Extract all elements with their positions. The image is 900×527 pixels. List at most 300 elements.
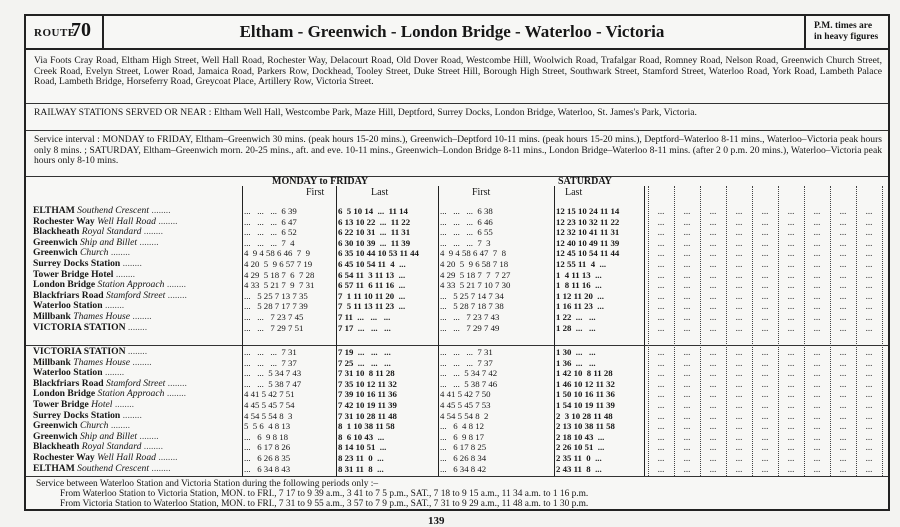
- stop-main-name: VICTORIA STATION: [33, 346, 126, 357]
- empty-cell: ...: [787, 463, 795, 474]
- empty-cell: ...: [865, 410, 873, 421]
- time-cell: ... 6 26 8 35: [244, 453, 291, 463]
- empty-cell: ...: [787, 280, 795, 291]
- empty-cell: ...: [839, 259, 847, 269]
- empty-cell: ...: [865, 227, 873, 238]
- time-cell: ... ... ... 7 4: [244, 237, 295, 248]
- via-text: Via Foots Cray Road, Eltham High Street, Well Hall Road, Rochester Way, Delacourt Road, Old Dover Road, Westcombe Hill, Woolwich Road, Trafalgar Road, Romney Road, Nelson Road, Greenwich Church Street, Creek Road, Evelyn Street, Lower Road, Jamaica Road, Parkers Row, Dockhead, Tooley Street, Duke Street Hill, Borough High Street, Southwark Street, Stamford Street, Waterloo Road, York Road, Lambeth Palace Road, Lambeth Bridge, Horseferry Road, Greycoat Place, Artillery Row, Victoria Street.: [34, 55, 882, 88]
- empty-cell: ...: [657, 248, 665, 259]
- time-cell: 6 54 11 3 11 13 ...: [338, 269, 406, 280]
- time-cell: ... ... ... 7 31: [440, 347, 493, 357]
- empty-cell: ...: [761, 400, 769, 410]
- empty-cell: ...: [683, 357, 691, 368]
- sat-last-heading: Last: [565, 187, 583, 198]
- time-cell: ... 5 28 7 17 7 39: [244, 301, 308, 312]
- empty-cell: ...: [735, 290, 743, 301]
- empty-cell: ...: [683, 227, 691, 238]
- empty-cell: ...: [735, 378, 743, 389]
- empty-cell: ...: [787, 442, 795, 453]
- empty-cell: ...: [709, 248, 717, 259]
- stop-main-name: ELTHAM: [33, 462, 75, 474]
- empty-cell: ...: [839, 312, 847, 322]
- empty-cell: ...: [813, 431, 821, 442]
- empty-cell: ...: [865, 269, 873, 280]
- time-cell: 12 45 10 54 11 44: [556, 248, 620, 259]
- empty-cell: ...: [761, 259, 769, 269]
- empty-cell: ...: [865, 453, 873, 463]
- empty-cell: ...: [657, 431, 665, 442]
- empty-cell: ...: [813, 206, 821, 216]
- empty-cell: ...: [683, 368, 691, 379]
- empty-cell: ...: [787, 453, 795, 463]
- time-cell: 1 22 ... ...: [556, 312, 596, 322]
- column-rule: [778, 186, 779, 476]
- empty-cell: ...: [735, 463, 743, 474]
- empty-cell: ...: [813, 453, 821, 463]
- time-cell: ... 6 9 8 18: [244, 431, 288, 442]
- time-cell: 2 43 11 8 ...: [556, 463, 602, 474]
- empty-cell: ...: [657, 347, 665, 357]
- empty-cell: ...: [761, 389, 769, 400]
- stop-main-name: Surrey Docks Station: [33, 258, 121, 269]
- empty-cell: ...: [761, 248, 769, 259]
- stop-sub-name: Royal Standard: [79, 226, 142, 238]
- empty-cell: ...: [709, 269, 717, 280]
- empty-cell: ...: [865, 301, 873, 312]
- empty-cell: ...: [709, 347, 717, 357]
- time-cell: ... ... ... 6 38: [440, 206, 493, 216]
- time-cell: 12 32 10 41 11 31: [556, 227, 620, 238]
- time-cell: 1 16 11 23 ...: [556, 301, 604, 312]
- time-cell: ... ... 5 34 7 43: [244, 368, 302, 379]
- sat-heading: SATURDAY: [558, 176, 612, 187]
- stop-main-name: London Bridge: [33, 279, 96, 291]
- empty-cell: ...: [839, 280, 847, 291]
- time-cell: ... 6 17 8 26: [244, 442, 291, 453]
- empty-cell: ...: [657, 227, 665, 238]
- empty-cell: ...: [787, 410, 795, 421]
- empty-cell: ...: [839, 357, 847, 368]
- time-cell: ... ... ... 6 52: [244, 227, 297, 238]
- empty-cell: ...: [735, 206, 743, 216]
- leader-dots: ........: [165, 377, 187, 389]
- time-cell: 1 4 11 13 ...: [556, 269, 602, 280]
- time-cell: 8 31 11 8 ...: [338, 463, 384, 474]
- empty-cell: ...: [657, 453, 665, 463]
- column-rule: [674, 186, 675, 476]
- empty-cell: ...: [761, 463, 769, 474]
- empty-cell: ...: [761, 237, 769, 248]
- empty-cell: ...: [839, 400, 847, 410]
- empty-cell: ...: [761, 347, 769, 357]
- empty-cell: ...: [787, 216, 795, 227]
- empty-cell: ...: [865, 368, 873, 379]
- empty-cell: ...: [839, 368, 847, 379]
- empty-cell: ...: [787, 431, 795, 442]
- empty-cell: ...: [735, 248, 743, 259]
- empty-cell: ...: [683, 280, 691, 291]
- stop-main-name: Greenwich: [33, 247, 78, 259]
- time-cell: 6 13 10 22 ... 11 22: [338, 216, 411, 227]
- time-cell: 12 55 11 4 ...: [556, 259, 607, 269]
- empty-cell: ...: [709, 301, 717, 312]
- empty-cell: ...: [657, 400, 665, 410]
- empty-cell: ...: [735, 301, 743, 312]
- leader-dots: ........: [112, 399, 135, 410]
- empty-cell: ...: [787, 248, 795, 259]
- leader-dots: ........: [108, 247, 131, 259]
- empty-cell: ...: [735, 269, 743, 280]
- time-cell: ... ... 5 38 7 46: [440, 378, 498, 389]
- time-cell: 1 12 11 20 ...: [556, 290, 604, 301]
- time-cell: 1 46 10 12 11 32: [556, 378, 615, 389]
- empty-cell: ...: [683, 442, 691, 453]
- time-cell: 2 18 10 43 ...: [556, 431, 605, 442]
- column-rule: [644, 186, 645, 476]
- empty-cell: ...: [683, 248, 691, 259]
- time-cell: 7 17 ... ... ...: [338, 322, 391, 333]
- stop-main-name: Tower Bridge: [33, 399, 89, 410]
- empty-cell: ...: [735, 431, 743, 442]
- empty-cell: ...: [657, 206, 665, 216]
- empty-cell: ...: [865, 280, 873, 291]
- empty-cell: ...: [735, 322, 743, 333]
- empty-cell: ...: [657, 312, 665, 322]
- empty-cell: ...: [865, 206, 873, 216]
- time-cell: 7 19 ... ... ...: [338, 347, 391, 357]
- column-rule: [554, 186, 555, 476]
- stop-main-name: Blackfriars Road: [33, 289, 104, 301]
- empty-cell: ...: [787, 269, 795, 280]
- stop-sub-name: Station Approach: [95, 279, 165, 291]
- stop-main-name: Greenwich: [33, 430, 78, 442]
- time-cell: ... 6 34 8 43: [244, 463, 291, 474]
- empty-cell: ...: [657, 463, 665, 474]
- empty-cell: ...: [813, 410, 821, 421]
- empty-cell: ...: [657, 280, 665, 291]
- leader-dots: ........: [125, 321, 148, 333]
- empty-cell: ...: [865, 431, 873, 442]
- leader-dots: ........: [149, 462, 171, 474]
- time-cell: 4 41 5 42 7 50: [440, 389, 491, 400]
- empty-cell: ...: [787, 227, 795, 238]
- time-cell: 6 45 10 54 11 4 ...: [338, 259, 406, 269]
- time-cell: 6 35 10 44 10 53 11 44: [338, 248, 419, 259]
- leader-dots: ........: [130, 356, 152, 368]
- empty-cell: ...: [839, 248, 847, 259]
- column-rule: [726, 186, 727, 476]
- leader-dots: ........: [164, 388, 187, 400]
- time-cell: 12 15 10 24 11 14: [556, 206, 620, 216]
- empty-cell: ...: [735, 421, 743, 432]
- empty-cell: ...: [813, 237, 821, 248]
- empty-cell: ...: [813, 347, 821, 357]
- empty-cell: ...: [709, 389, 717, 400]
- empty-cell: ...: [709, 227, 717, 238]
- empty-cell: ...: [813, 280, 821, 291]
- empty-cell: ...: [657, 442, 665, 453]
- empty-cell: ...: [839, 410, 847, 421]
- empty-cell: ...: [683, 347, 691, 357]
- empty-cell: ...: [761, 301, 769, 312]
- time-cell: 4 33 5 21 7 10 7 30: [440, 280, 511, 291]
- empty-cell: ...: [813, 227, 821, 238]
- empty-cell: ...: [839, 431, 847, 442]
- stop-main-name: Waterloo Station: [33, 367, 103, 379]
- leader-dots: ........: [155, 215, 178, 227]
- empty-cell: ...: [683, 259, 691, 269]
- leader-dots: ........: [137, 430, 159, 442]
- stop-sub-name: Church: [77, 420, 109, 432]
- stop-name: [33, 323, 243, 334]
- empty-cell: ...: [683, 301, 691, 312]
- empty-cell: ...: [839, 290, 847, 301]
- empty-cell: ...: [813, 269, 821, 280]
- leader-dots: ........: [120, 409, 142, 421]
- leader-dots: ........: [137, 236, 159, 248]
- time-cell: 7 39 10 16 11 36: [338, 389, 397, 400]
- column-rule: [856, 186, 857, 476]
- empty-cell: ...: [761, 453, 769, 463]
- empty-cell: ...: [865, 248, 873, 259]
- empty-cell: ...: [761, 410, 769, 421]
- empty-cell: ...: [839, 227, 847, 238]
- empty-cell: ...: [735, 216, 743, 227]
- empty-cell: ...: [709, 312, 717, 322]
- leader-dots: ........: [108, 420, 131, 432]
- empty-cell: ...: [761, 216, 769, 227]
- empty-cell: ...: [709, 410, 717, 421]
- empty-cell: ...: [787, 389, 795, 400]
- stop-sub-name: Church: [77, 247, 109, 259]
- empty-cell: ...: [865, 347, 873, 357]
- time-cell: ... ... 7 23 7 43: [440, 312, 500, 322]
- time-cell: 7 35 10 12 11 32: [338, 378, 397, 389]
- route-label: ROUTE: [34, 27, 76, 39]
- empty-cell: ...: [813, 216, 821, 227]
- empty-cell: ...: [683, 400, 691, 410]
- time-cell: 7 11 ... ... ...: [338, 312, 391, 322]
- empty-cell: ...: [787, 237, 795, 248]
- stop-sub-name: Well Hall Road: [94, 452, 156, 463]
- empty-cell: ...: [865, 357, 873, 368]
- time-cell: 5 5 6 4 8 13: [244, 421, 291, 432]
- time-cell: ... ... 5 34 7 42: [440, 368, 498, 379]
- time-cell: ... ... ... 6 47: [244, 216, 297, 227]
- empty-cell: ...: [709, 357, 717, 368]
- empty-cell: ...: [761, 269, 769, 280]
- time-cell: ... ... 7 29 7 51: [244, 322, 304, 333]
- empty-cell: ...: [865, 312, 873, 322]
- time-cell: ... 6 26 8 34: [440, 453, 487, 463]
- time-cell: 6 57 11 6 11 16 ...: [338, 280, 406, 291]
- empty-cell: ...: [709, 237, 717, 248]
- header-bar: [26, 16, 888, 50]
- time-cell: 4 29 5 18 7 6 7 28: [244, 269, 315, 280]
- empty-cell: ...: [761, 280, 769, 291]
- service-interval-text: Service interval : MONDAY to FRIDAY, Eltham–Greenwich 30 mins. (peak hours 15-20 mins.), Greenwich–Deptford 10-11 mins. (peak hours 15-20 mins.), Deptford–Waterloo 8-11 mins., Waterloo–Victoria peak hours only 8 mins. ; SATURDAY, Eltham–Greenwich morn. 20-25 mins., aft. and eve. 10-11 mins., Greenwich–London Bridge 8-11 mins., London Bridge–Waterloo 8-11 mins. (after 2 0 p.m. 20 mins.), Waterloo–Victoria peak hours only 8-10 mins.: [34, 134, 882, 167]
- empty-cell: ...: [813, 421, 821, 432]
- empty-cell: ...: [657, 421, 665, 432]
- stop-sub-name: Ship and Billet: [77, 430, 138, 442]
- empty-cell: ...: [709, 463, 717, 474]
- empty-cell: ...: [657, 237, 665, 248]
- empty-cell: ...: [735, 389, 743, 400]
- leader-dots: ........: [141, 226, 163, 238]
- empty-cell: ...: [787, 290, 795, 301]
- time-cell: 1 8 11 16 ...: [556, 280, 602, 291]
- empty-cell: ...: [683, 290, 691, 301]
- empty-cell: ...: [787, 421, 795, 432]
- empty-cell: ...: [813, 248, 821, 259]
- empty-cell: ...: [709, 453, 717, 463]
- stop-sub-name: Station Approach: [95, 388, 165, 400]
- time-cell: 4 41 5 42 7 51: [244, 389, 295, 400]
- empty-cell: ...: [657, 368, 665, 379]
- time-cell: ... 6 4 8 12: [440, 421, 484, 432]
- empty-cell: ...: [735, 237, 743, 248]
- empty-cell: ...: [865, 216, 873, 227]
- time-cell: 2 26 10 51 ...: [556, 442, 605, 453]
- leader-dots: ........: [141, 441, 163, 453]
- empty-cell: ...: [683, 421, 691, 432]
- empty-cell: ...: [839, 216, 847, 227]
- time-cell: 2 35 11 0 ...: [556, 453, 602, 463]
- empty-cell: ...: [813, 301, 821, 312]
- empty-cell: ...: [787, 322, 795, 333]
- empty-cell: ...: [683, 463, 691, 474]
- stop-main-name: Blackfriars Road: [33, 377, 104, 389]
- empty-cell: ...: [813, 378, 821, 389]
- empty-cell: ...: [657, 269, 665, 280]
- empty-cell: ...: [865, 463, 873, 474]
- column-rule: [804, 186, 805, 476]
- empty-cell: ...: [813, 322, 821, 333]
- stop-main-name: Greenwich: [33, 420, 78, 432]
- leader-dots: ........: [149, 205, 171, 216]
- route-title: Eltham - Greenwich - London Bridge - Waterloo - Victoria: [239, 22, 665, 41]
- empty-cell: ...: [865, 322, 873, 333]
- stop-main-name: Surrey Docks Station: [33, 409, 121, 421]
- empty-cell: ...: [657, 389, 665, 400]
- leader-dots: ........: [120, 258, 142, 269]
- stop-sub-name: Thames House: [70, 311, 131, 322]
- empty-cell: ...: [839, 453, 847, 463]
- empty-cell: ...: [761, 442, 769, 453]
- column-rule: [752, 186, 753, 476]
- empty-cell: ...: [761, 431, 769, 442]
- empty-cell: ...: [787, 347, 795, 357]
- empty-cell: ...: [761, 357, 769, 368]
- time-cell: 2 13 10 38 11 58: [556, 421, 615, 432]
- empty-cell: ...: [683, 410, 691, 421]
- empty-cell: ...: [735, 400, 743, 410]
- time-cell: ... 6 34 8 42: [440, 463, 487, 474]
- time-cell: 4 54 5 54 8 2: [440, 410, 489, 421]
- column-rule: [830, 186, 831, 476]
- pm-note-line-2: in heavy figures: [814, 32, 879, 42]
- stop-sub-name: Hotel: [88, 399, 113, 410]
- empty-cell: ...: [813, 357, 821, 368]
- time-cell: 8 6 10 43 ...: [338, 431, 385, 442]
- empty-cell: ...: [813, 368, 821, 379]
- page-number: 139: [428, 515, 445, 527]
- empty-cell: ...: [683, 216, 691, 227]
- footnote-line-3: From Victoria Station to Waterloo Station, MON. to FRI., 7 31 to 9 55 a.m., 3 57 to 7 9 p.m., SAT., 7 31 to 9 29 a.m., 11 48 a.m. to 1 30 p.m.: [60, 499, 589, 509]
- time-cell: ... ... ... 7 37: [244, 357, 297, 368]
- empty-cell: ...: [865, 442, 873, 453]
- column-rule: [336, 186, 337, 476]
- time-cell: 4 45 5 45 7 54: [244, 400, 295, 410]
- railway-stations-text: RAILWAY STATIONS SERVED OR NEAR : Eltham Well Hall, Westcombe Park, Maze Hill, Deptford, Surrey Docks, London Bridge, Waterloo, St. James's Park, Victoria.: [34, 107, 697, 118]
- empty-cell: ...: [683, 389, 691, 400]
- mf-last-heading: Last: [371, 187, 389, 198]
- divider: [26, 103, 888, 104]
- time-cell: ... ... ... 6 39: [244, 206, 297, 216]
- column-rule: [648, 186, 649, 476]
- empty-cell: ...: [839, 347, 847, 357]
- stop-main-name: Greenwich: [33, 236, 78, 248]
- time-cell: ... ... 5 38 7 47: [244, 378, 302, 389]
- empty-cell: ...: [761, 322, 769, 333]
- stop-sub-name: Well Hall Road: [94, 215, 156, 227]
- empty-cell: ...: [657, 301, 665, 312]
- empty-cell: ...: [735, 280, 743, 291]
- time-cell: 8 14 10 51 ...: [338, 442, 387, 453]
- empty-cell: ...: [683, 269, 691, 280]
- stop-sub-name: Southend Crescent: [74, 205, 150, 216]
- time-cell: 6 5 10 14 ... 11 14: [338, 206, 408, 216]
- empty-cell: ...: [657, 410, 665, 421]
- empty-cell: ...: [735, 410, 743, 421]
- stop-main-name: VICTORIA STATION: [33, 321, 126, 333]
- route-box: [26, 16, 104, 48]
- empty-cell: ...: [709, 378, 717, 389]
- time-cell: ... 6 17 8 25: [440, 442, 487, 453]
- stop-name: [33, 464, 243, 475]
- empty-cell: ...: [657, 357, 665, 368]
- empty-cell: ...: [735, 442, 743, 453]
- time-cell: ... ... ... 6 46: [440, 216, 493, 227]
- leader-dots: ........: [164, 279, 187, 291]
- time-cell: 6 22 10 31 ... 11 31: [338, 227, 411, 238]
- empty-cell: ...: [865, 400, 873, 410]
- time-cell: ... ... ... 7 31: [244, 347, 297, 357]
- leader-dots: ........: [102, 300, 125, 312]
- time-cell: 12 23 10 32 11 22: [556, 216, 620, 227]
- stop-main-name: Waterloo Station: [33, 300, 103, 312]
- empty-cell: ...: [865, 378, 873, 389]
- empty-cell: ...: [761, 378, 769, 389]
- time-cell: 7 42 10 19 11 39: [338, 400, 397, 410]
- stop-main-name: Tower Bridge Hotel: [33, 268, 114, 280]
- empty-cell: ...: [787, 378, 795, 389]
- empty-cell: ...: [787, 400, 795, 410]
- time-cell: 4 29 5 18 7 7 7 27: [440, 269, 511, 280]
- empty-cell: ...: [865, 290, 873, 301]
- empty-cell: ...: [787, 357, 795, 368]
- empty-cell: ...: [761, 421, 769, 432]
- empty-cell: ...: [657, 378, 665, 389]
- column-rule: [242, 186, 243, 476]
- leader-dots: ........: [113, 268, 136, 280]
- empty-cell: ...: [761, 312, 769, 322]
- empty-cell: ...: [839, 378, 847, 389]
- empty-cell: ...: [761, 290, 769, 301]
- time-cell: ... ... ... 6 55: [440, 227, 493, 238]
- time-cell: 4 33 5 21 7 9 7 31: [244, 280, 315, 291]
- time-cell: 1 42 10 8 11 28: [556, 368, 613, 379]
